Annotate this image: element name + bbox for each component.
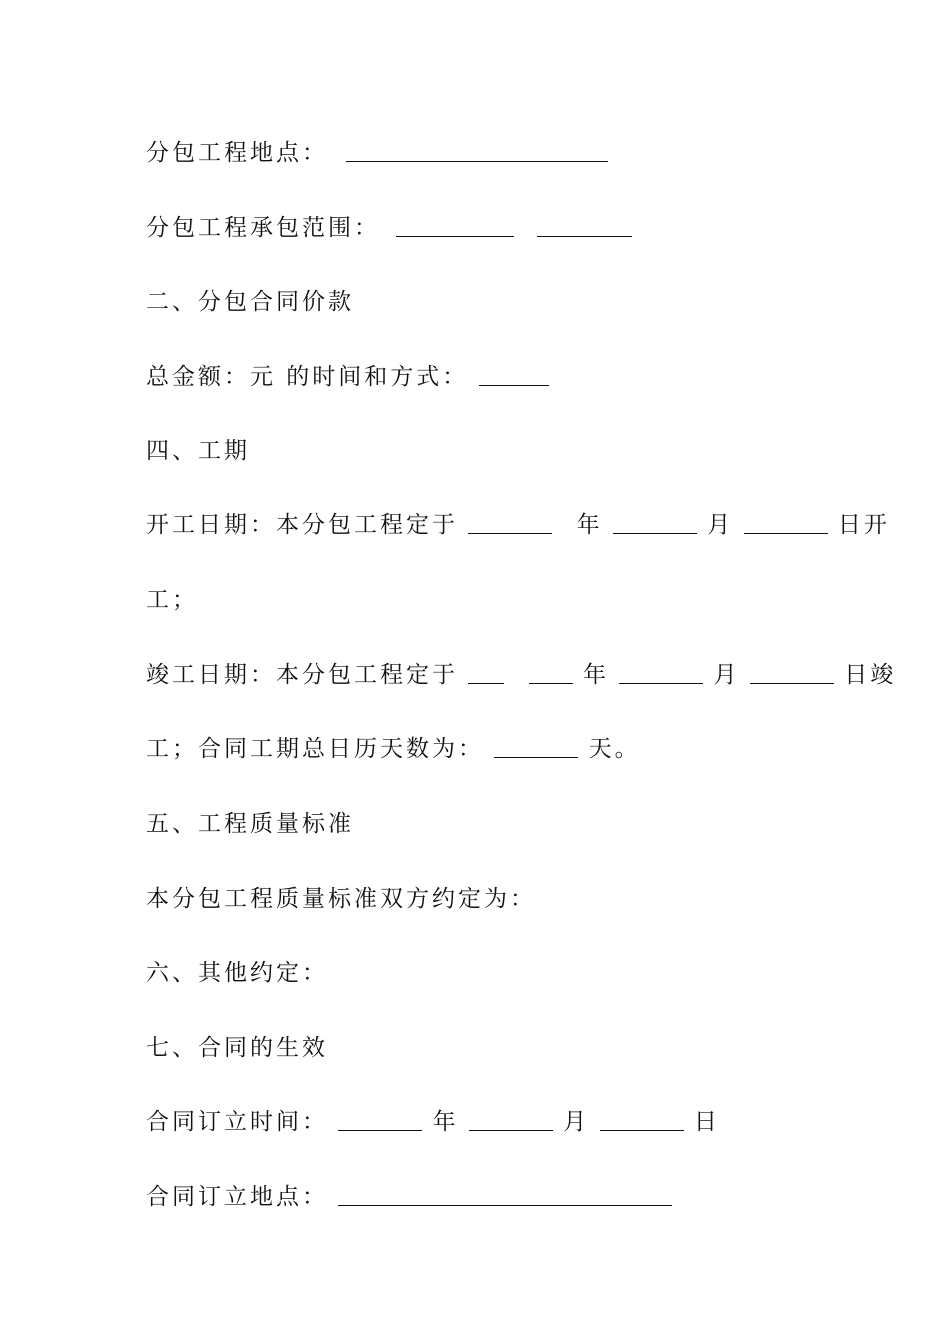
- total-days-line: [146, 734, 641, 764]
- section-heading-duration: 四、工期: [146, 438, 250, 464]
- signing-place-line: [146, 1182, 672, 1212]
- signing-year-blank: [338, 1108, 422, 1131]
- payment-method-blank: [479, 363, 549, 386]
- subcontract-scope-blank-1: [396, 214, 514, 237]
- section-heading-contract-price: 二、分包合同价款: [146, 289, 354, 315]
- signing-month-label: 月: [563, 1109, 590, 1135]
- completion-date-label: 竣工日期：本分包工程定于: [146, 662, 458, 688]
- subcontract-location-label: 分包工程地点：: [146, 140, 328, 166]
- start-day-label: 日开: [837, 512, 890, 538]
- signing-date-line: [146, 1107, 720, 1137]
- completion-year-blank-1: [468, 661, 504, 684]
- signing-day-label: 日: [693, 1109, 720, 1135]
- total-days-blank: [494, 735, 578, 758]
- subcontract-scope-label: 分包工程承包范围：: [146, 215, 380, 241]
- completion-day-blank: [750, 661, 834, 684]
- section-heading-other: 六、其他约定：: [146, 960, 328, 986]
- total-amount-label: 总金额：元 的时间和方式：: [146, 364, 469, 390]
- signing-date-label: 合同订立时间：: [146, 1109, 328, 1135]
- completion-year-blank-2: [529, 661, 573, 684]
- start-year-label: 年: [576, 512, 603, 538]
- signing-day-blank: [600, 1108, 684, 1131]
- start-date-label: 开工日期：本分包工程定于: [146, 512, 458, 538]
- start-date-continuation: 工；: [146, 587, 198, 613]
- start-month-blank: [613, 511, 697, 534]
- start-month-label: 月: [707, 512, 734, 538]
- completion-month-blank: [619, 661, 703, 684]
- subcontract-scope-blank-2: [537, 214, 632, 237]
- quality-standard-line: 本分包工程质量标准双方约定为：: [146, 886, 536, 912]
- total-amount-line: [146, 362, 549, 392]
- start-year-blank: [468, 511, 552, 534]
- total-days-label: 工；合同工期总日历天数为：: [146, 736, 484, 762]
- signing-place-blank: [338, 1183, 672, 1206]
- completion-date-line: [146, 660, 896, 690]
- section-heading-quality: 五、工程质量标准: [146, 811, 354, 837]
- subcontract-location-blank: [346, 139, 608, 162]
- subcontract-location-line: [146, 138, 608, 168]
- completion-day-label: 日竣: [844, 662, 897, 688]
- signing-month-blank: [469, 1108, 553, 1131]
- signing-year-label: 年: [432, 1109, 459, 1135]
- start-day-blank: [744, 511, 828, 534]
- completion-month-label: 月: [713, 662, 740, 688]
- start-date-line: [146, 510, 890, 540]
- subcontract-scope-line: [146, 213, 632, 243]
- signing-place-label: 合同订立地点：: [146, 1184, 328, 1210]
- completion-year-label: 年: [582, 662, 609, 688]
- section-heading-effect: 七、合同的生效: [146, 1035, 328, 1061]
- total-days-unit: 天。: [588, 736, 641, 762]
